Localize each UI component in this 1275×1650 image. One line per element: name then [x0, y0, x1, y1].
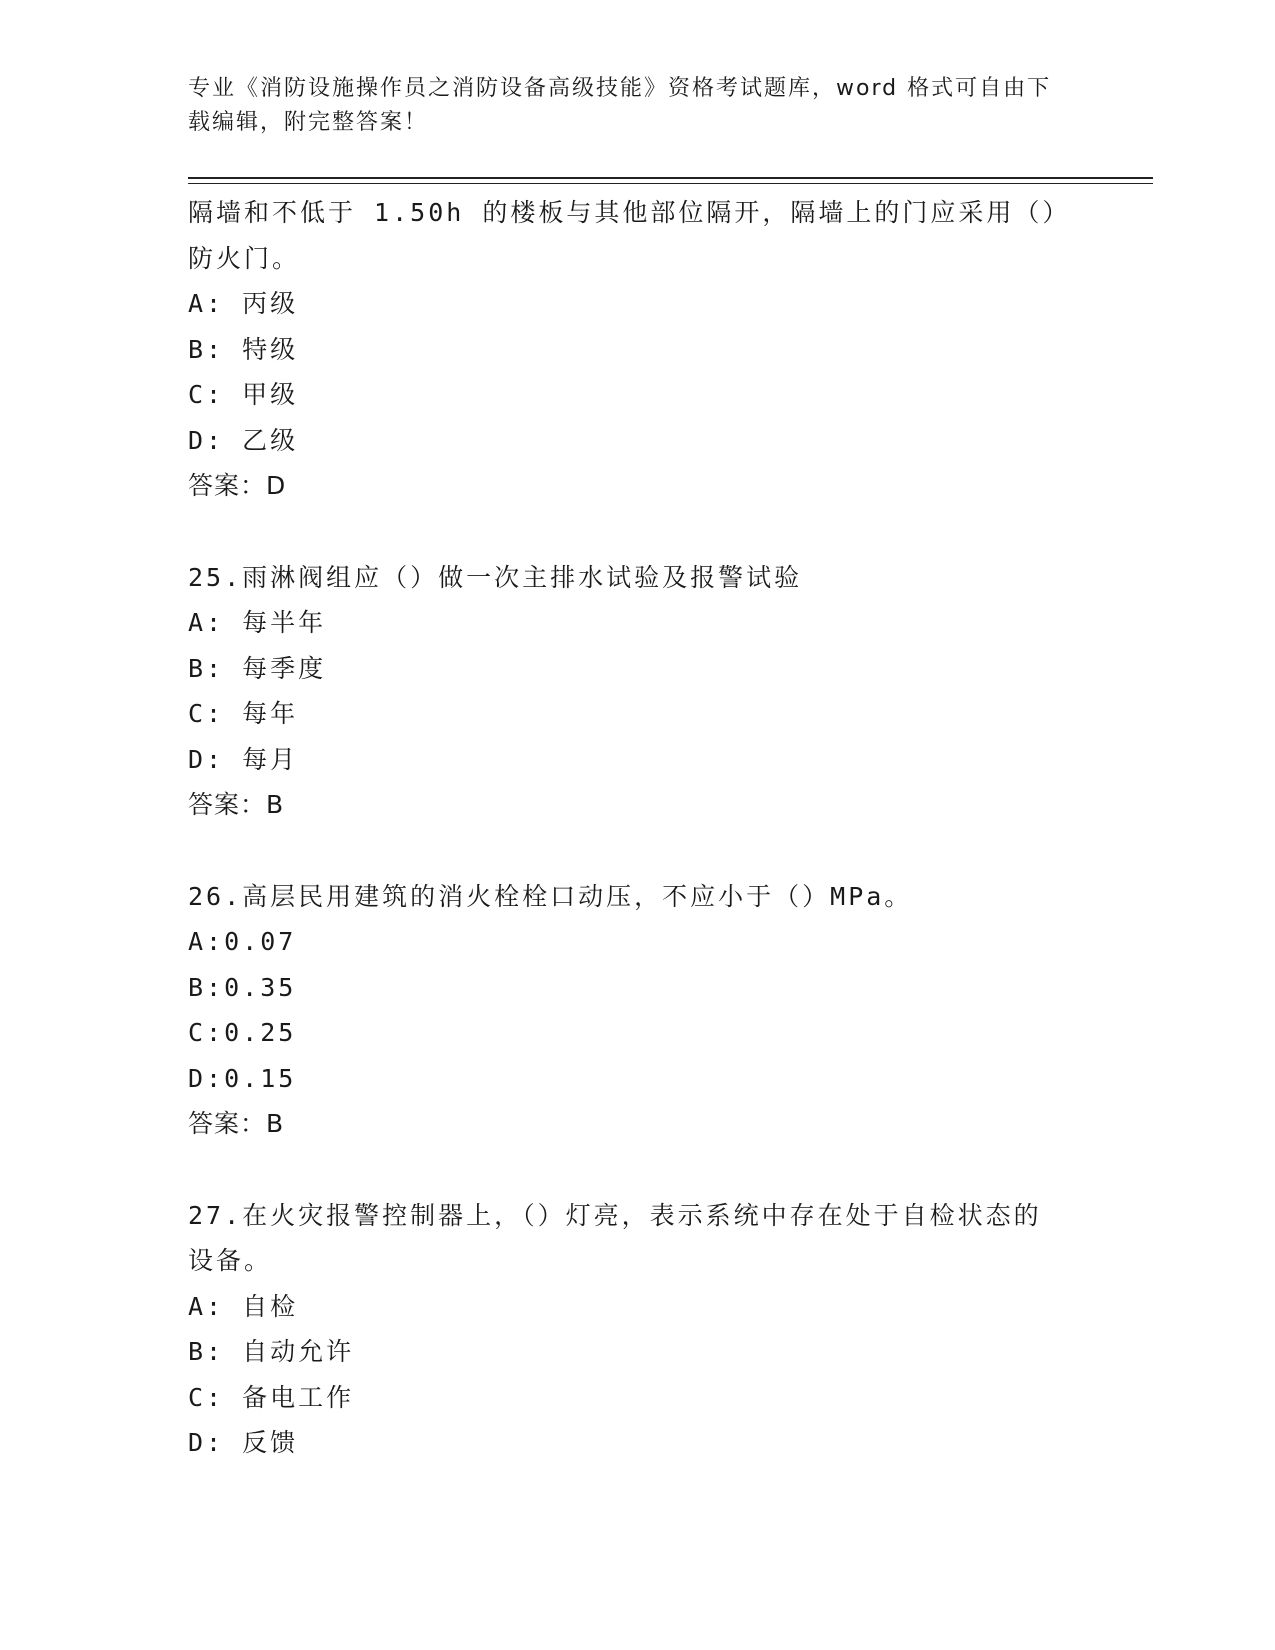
- header-rule-thin: [188, 183, 1153, 184]
- option-b: B:0.35: [188, 972, 297, 1002]
- header-line-1: 专业《消防设施操作员之消防设备高级技能》资格考试题库，word 格式可自由下: [188, 76, 1052, 101]
- option-d: D: 每月: [188, 744, 299, 774]
- question-list: [188, 190, 1088, 1466]
- document-header: [188, 72, 1088, 140]
- question-block: [188, 1193, 1088, 1466]
- option-d: D: 反馈: [188, 1428, 299, 1457]
- question-text: 25.雨淋阀组应（）做一次主排水试验及报警试验: [188, 562, 803, 592]
- option-b: B: 自动允许: [188, 1337, 355, 1366]
- question-text: 27.在火灾报警控制器上，（）灯亮，表示系统中存在处于自检状态的: [188, 1200, 1042, 1230]
- question-text: 26.高层民用建筑的消火栓栓口动压，不应小于（）MPa。: [188, 881, 913, 911]
- option-b: B: 特级: [188, 334, 299, 364]
- option-c: C: 每年: [188, 699, 299, 728]
- option-c: C: 备电工作: [188, 1382, 355, 1412]
- option-a: A:0.07: [188, 927, 297, 956]
- answer-line: 答案：D: [188, 471, 287, 500]
- question-block: [188, 874, 1088, 1147]
- question-text: 设备。: [188, 1246, 273, 1275]
- option-c: C:0.25: [188, 1018, 297, 1047]
- answer-line: 答案：B: [188, 1109, 285, 1138]
- question-block: [188, 555, 1088, 828]
- question-text: 隔墙和不低于 1.50h 的楼板与其他部位隔开，隔墙上的门应采用（）: [188, 198, 1071, 227]
- option-d: D: 乙级: [188, 425, 299, 455]
- option-a: A: 丙级: [188, 289, 299, 318]
- option-c: C: 甲级: [188, 380, 299, 409]
- option-a: A: 每半年: [188, 608, 327, 637]
- header-rule-thick: [188, 177, 1153, 179]
- header-line-2: 载编辑，附完整答案！: [188, 110, 429, 135]
- answer-line: 答案：B: [188, 790, 285, 819]
- question-block: [188, 190, 1088, 509]
- option-d: D:0.15: [188, 1063, 297, 1093]
- option-a: A: 自检: [188, 1291, 299, 1321]
- question-text: 防火门。: [188, 243, 301, 273]
- option-b: B: 每季度: [188, 653, 327, 683]
